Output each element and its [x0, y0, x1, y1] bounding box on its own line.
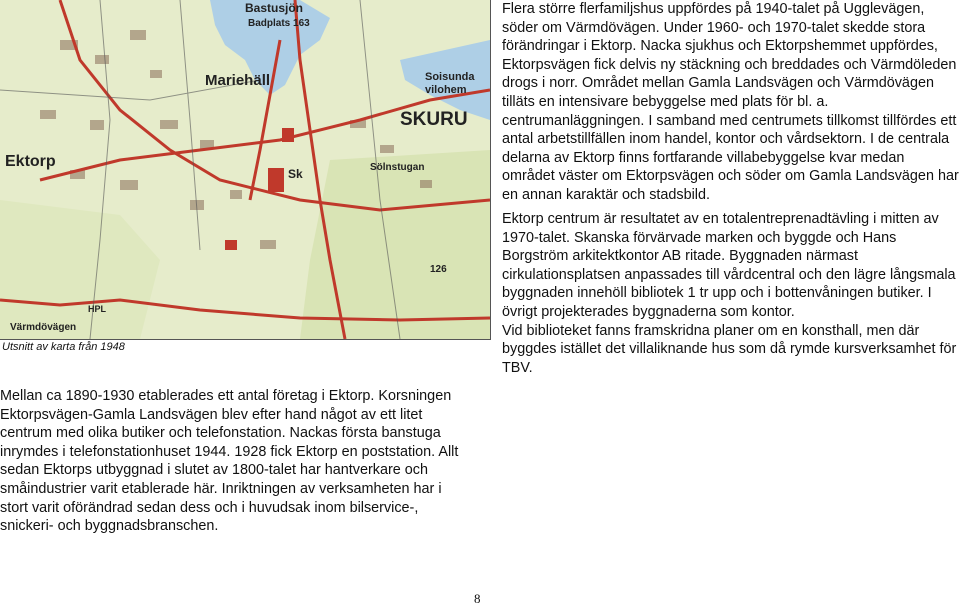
- historic-map-1948: [0, 0, 491, 340]
- left-bottom-paragraph: Mellan ca 1890-1930 etablerades ett antal företag i Ektorp. Korsningen Ektorpsvägen-Gamla Landsvägen blev efter hand något av ett litet centrum med olika butiker och telefonstation. Nackas första banstuga inrymdes i telefonstationhuset 1944. 1928 fick Ektorp en poststation. Allt sedan Ektorps utbyggnad i slutet av 1800-talet har hantverkare och småindustrier varit etablerade här. Inriktningen av verksamheten har i stort varit oförändrad sedan dess och i huvudsak inom bilservice-, snickeri- och byggnadsbranschen.: [0, 388, 459, 535]
- map-label-126: 126: [430, 264, 447, 275]
- map-label-badplats: Badplats 163: [248, 18, 310, 29]
- map-label-solnstugan: Sölnstugan: [370, 162, 425, 173]
- right-top-paragraph: Flera större flerfamiljshus uppfördes på 1940-talet på Ugglevägen, söder om Värmdövägen. Under 1960- och 1970-talet skedde stora förändringar i Ektorp. Nacka sjukhus och Ektorpshemmet uppfördes, Ektorpsvägen fick delvis ny stäckning och breddades och Värmdöleden drogs i norr. Området mellan Gamla Landsvägen och Värmdövägen tilläts en intensivare bebyggelse med plats för bl. a. centrumanläggningen. I samband med centrumets tillkomst tillfördes ett antal arbetstillfällen inom handel, kontor och vårdsektorn. I de centrala delarna av Ektorp finns fortfarande villabebyggelse kvar medan området väster om Ektorpsvägen och söder om Gamla Landsvägen har en annan karaktär och stadsbild.: [502, 1, 959, 203]
- map-label-hpl: HPL: [88, 304, 106, 314]
- page-number: 8: [474, 591, 481, 606]
- map-label-vilohem: vilohem: [425, 84, 467, 96]
- map-label-soisunda: Soisunda: [425, 71, 475, 83]
- right-bottom-paragraph-2: Vid biblioteket fanns framskridna planer om en konsthall, men där byggdes istället det villaliknande hus som då rymde kursverksamhet för TBV.: [502, 322, 957, 376]
- map-caption: Utsnitt av karta från 1948: [2, 341, 125, 353]
- map-label-sk: Sk: [288, 167, 303, 181]
- map-label-ektorp: Ektorp: [5, 153, 56, 170]
- right-bottom-section: [502, 210, 957, 377]
- map-label-mariehall: Mariehäll: [205, 72, 271, 89]
- map-graphic: [0, 0, 490, 339]
- right-bottom-paragraph-1: Ektorp centrum är resultatet av en totalentreprenadtävling i mitten av 1970-talet. Skanska förvärvade marken och byggde och Hans Borgström arkitektkontor AB ritade. Byggnaden närmast cirkulationsplatsen anpassades till vårdcentral och den lägre långsmala byggnaden innehöll bibliotek 1 tr upp och i bottenvåningen butiker. I övrigt projekterades byggnaderna som kontor.: [502, 211, 956, 320]
- map-label-skuru: SKURU: [400, 109, 468, 130]
- map-label-varmdovagen: Värmdövägen: [10, 322, 77, 333]
- map-label-bastusjon: Bastusjön: [245, 1, 304, 15]
